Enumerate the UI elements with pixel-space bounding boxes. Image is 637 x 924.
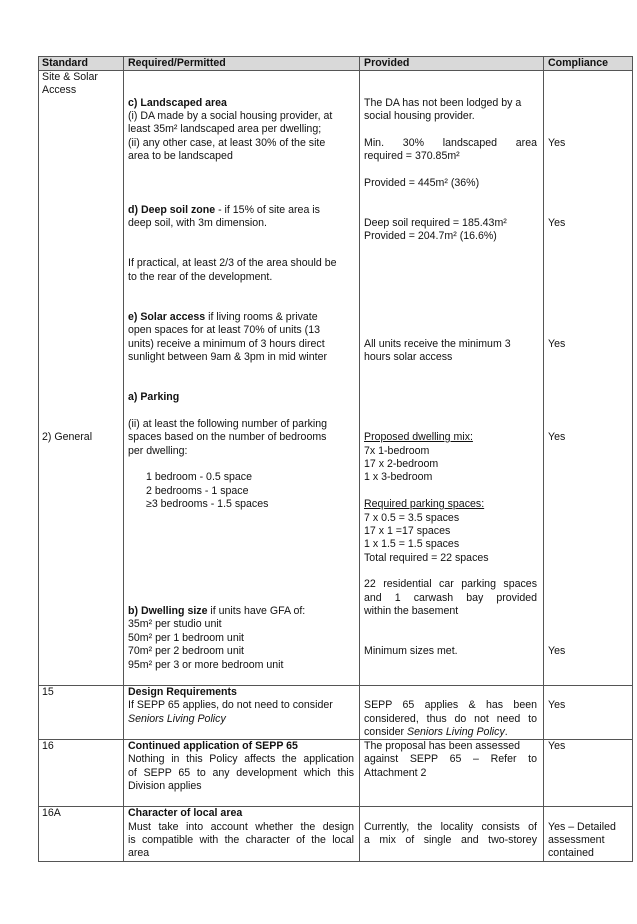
dwelling-size-req-text: if units have GFA of:	[207, 605, 306, 617]
deep-soil-heading: d) Deep soil zone	[128, 204, 216, 216]
parking-compliance: Yes	[548, 431, 566, 443]
standard-16a: 16A	[42, 807, 61, 819]
design-requirements-prov-line: considered, thus do not need to	[364, 713, 537, 725]
parking-prov-line: and 1 carwash bay provided	[364, 592, 537, 604]
deep-soil-compliance: Yes	[548, 217, 566, 229]
landscaped-prov-line: The DA has not been lodged by a	[364, 97, 522, 109]
design-requirements-compliance: Yes	[548, 699, 566, 711]
design-requirements-prov-line: SEPP 65 applies & has been	[364, 699, 537, 711]
dwelling-mix-heading: Proposed dwelling mix:	[364, 431, 473, 443]
solar-req-text: if living rooms & private	[205, 311, 318, 323]
design-requirements-heading: Design Requirements	[128, 686, 237, 698]
deep-soil-req-line	[128, 204, 320, 217]
deep-soil-req-line: to the rear of the development.	[128, 271, 273, 283]
landscaped-prov-line: Min. 30% landscaped area	[364, 137, 537, 149]
prov-text-italic: Seniors Living Policy	[407, 726, 505, 738]
dwelling-size-req-line: 95m² per 3 or more bedroom unit	[128, 659, 284, 671]
parking-heading: a) Parking	[128, 391, 180, 403]
required-spaces-line: 17 x 1 =17 spaces	[364, 525, 451, 537]
local-character-compliance: assessment	[548, 834, 605, 846]
dwelling-size-heading: b) Dwelling size	[128, 605, 208, 617]
header-compliance: Compliance	[548, 57, 609, 69]
parking-prov-line: 22 residential car parking spaces	[364, 578, 537, 590]
parking-rate-line: 2 bedrooms - 1 space	[146, 485, 249, 497]
parking-rate-line: ≥3 bedrooms - 1.5 spaces	[146, 498, 269, 510]
local-character-req-line: Must take into account whether the design	[128, 821, 354, 833]
dwelling-mix-line: 1 x 3-bedroom	[364, 471, 433, 483]
solar-req-line: open spaces for at least 70% of units (13	[128, 324, 320, 336]
standard-access: Access	[42, 84, 77, 96]
landscaped-prov-line: Provided = 445m² (36%)	[364, 177, 480, 189]
deep-soil-req-line: If practical, at least 2/3 of the area should be	[128, 257, 337, 269]
landscaped-req-line: (ii) any other case, at least 30% of the site	[128, 137, 326, 149]
parking-prov-line: within the basement	[364, 605, 459, 617]
column-divider	[38, 56, 39, 862]
required-spaces-line: 7 x 0.5 = 3.5 spaces	[364, 512, 460, 524]
local-character-compliance: contained	[548, 847, 594, 859]
standard-general: 2) General	[42, 431, 93, 443]
required-spaces-total: Total required = 22 spaces	[364, 552, 489, 564]
header-standard: Standard	[42, 57, 88, 69]
parking-rate-line: 1 bedroom - 0.5 space	[146, 471, 252, 483]
column-divider	[359, 56, 360, 862]
solar-prov-line: All units receive the minimum 3	[364, 338, 511, 350]
dwelling-size-req-line: 35m² per studio unit	[128, 618, 222, 630]
column-divider	[543, 56, 544, 862]
dwelling-mix-line: 7x 1-bedroom	[364, 445, 430, 457]
sepp65-compliance: Yes	[548, 740, 566, 752]
dwelling-size-compliance: Yes	[548, 645, 566, 657]
landscaped-req-line: (i) DA made by a social housing provider, at	[128, 110, 333, 122]
landscaped-prov-line: social housing provider.	[364, 110, 475, 122]
solar-compliance: Yes	[548, 338, 566, 350]
deep-soil-req-text: - if 15% of site area is	[215, 204, 320, 216]
local-character-heading: Character of local area	[128, 807, 243, 819]
solar-req-line: units) receive a minimum of 3 hours direct	[128, 338, 325, 350]
deep-soil-req-line: deep soil, with 3m dimension.	[128, 217, 267, 229]
parking-req-line: (ii) at least the following number of parking	[128, 418, 328, 430]
compliance-table	[38, 56, 633, 862]
landscaped-heading: c) Landscaped area	[128, 97, 227, 109]
standard-15: 15	[42, 686, 54, 698]
dwelling-size-req-line: 70m² per 2 bedroom unit	[128, 645, 245, 657]
standard-site-solar: Site & Solar	[42, 71, 98, 83]
design-requirements-prov-line	[364, 726, 508, 739]
design-requirements-line: If SEPP 65 applies, do not need to consider	[128, 699, 333, 711]
sepp65-req-line: Division applies	[128, 780, 202, 792]
landscaped-prov-line: required = 370.85m²	[364, 150, 460, 162]
parking-req-line: per dwelling:	[128, 445, 188, 457]
design-requirements-line: Seniors Living Policy	[128, 713, 226, 725]
local-character-compliance: Yes – Detailed	[548, 821, 616, 833]
landscaped-req-line: area to be landscaped	[128, 150, 233, 162]
local-character-prov-line: Currently, the locality consists of	[364, 821, 537, 833]
header-required: Required/Permitted	[128, 57, 226, 69]
sepp65-req-line: Nothing in this Policy affects the application	[128, 753, 354, 765]
deep-soil-prov-line: Deep soil required = 185.43m²	[364, 217, 507, 229]
local-character-req-line: is compatible with the character of the local	[128, 834, 354, 846]
column-divider	[632, 56, 633, 862]
sepp65-heading: Continued application of SEPP 65	[128, 740, 298, 752]
sepp65-prov-line: Attachment 2	[364, 767, 427, 779]
dwelling-size-prov-line: Minimum sizes met.	[364, 645, 458, 657]
prov-text: consider	[364, 726, 407, 738]
sepp65-req-line: of SEPP 65 to any development which this	[128, 767, 354, 779]
local-character-req-line: area	[128, 847, 150, 859]
solar-req-line	[128, 311, 318, 324]
standard-16: 16	[42, 740, 54, 752]
solar-prov-line: hours solar access	[364, 351, 453, 363]
landscaped-compliance: Yes	[548, 137, 566, 149]
solar-req-line: sunlight between 9am & 3pm in mid winter	[128, 351, 328, 363]
sepp65-prov-line: against SEPP 65 – Refer to	[364, 753, 537, 765]
prov-text: .	[504, 726, 508, 738]
sepp65-prov-line: The proposal has been assessed	[364, 740, 521, 752]
dwelling-mix-line: 17 x 2-bedroom	[364, 458, 439, 470]
deep-soil-prov-line: Provided = 204.7m² (16.6%)	[364, 230, 497, 242]
required-spaces-line: 1 x 1.5 = 1.5 spaces	[364, 538, 460, 550]
column-divider	[123, 56, 124, 862]
dwelling-size-req-line: 50m² per 1 bedroom unit	[128, 632, 245, 644]
solar-heading: e) Solar access	[128, 311, 206, 323]
parking-req-line: spaces based on the number of bedrooms	[128, 431, 327, 443]
dwelling-size-req-line	[128, 605, 305, 618]
local-character-prov-line: a mix of single and two-storey	[364, 834, 537, 846]
landscaped-req-line: least 35m² landscaped area per dwelling;	[128, 123, 322, 135]
header-provided: Provided	[364, 57, 410, 69]
required-spaces-heading: Required parking spaces:	[364, 498, 485, 510]
